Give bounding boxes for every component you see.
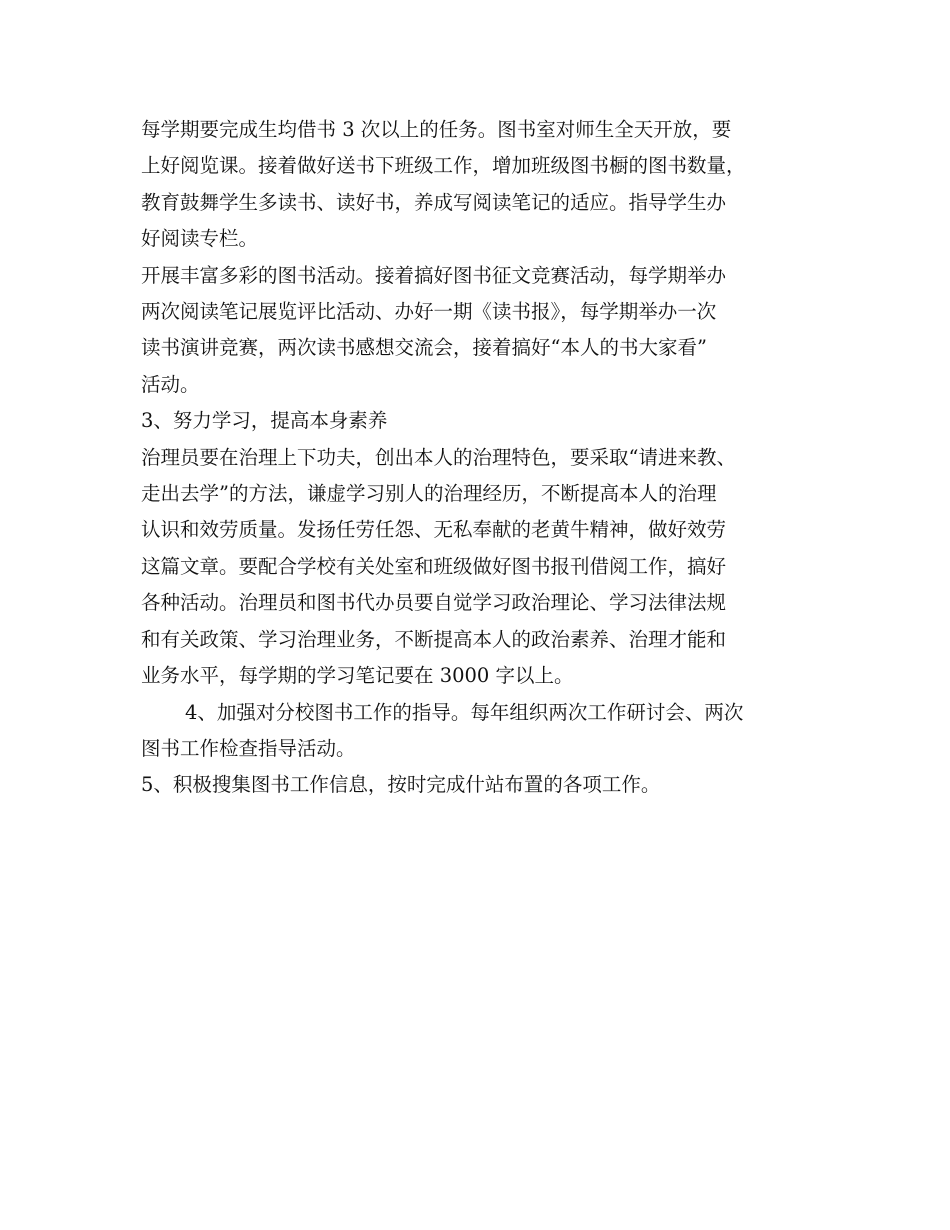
paragraph-library-activities: 开展丰富多彩的图书活动。接着搞好图书征文竞赛活动，每学期举办 两次阅读笔记展览评比活动、办好一期《读书报》，每学期举办一次 读书演讲竞赛，两次读书感想交流会，接着搞好“本人的书大家看” 活动。: [141, 263, 727, 396]
paragraph-lending-tasks: 每学期要完成生均借书 3 次以上的任务。图书室对师生全天开放，要 上好阅览课。接着做好送书下班级工作，增加班级图书橱的图书数量， 教育鼓舞学生多读书、读好书，养成写阅读笔记的适应。指导学生办 好阅读专栏。: [141, 118, 746, 251]
paragraph-administrator-duties: 治理员要在治理上下功夫，创出本人的治理特色，要采取“请进来教、 走出去学”的方法，谦虚学习别人的治理经历，不断提高本人的治理 认识和效劳质量。发扬任劳任怨、无私奉献的老黄牛精神，做好效劳 这篇文章。要配合学校有关处室和班级做好图书报刊借阅工作，搞好 各种活动。治理员和图书代办员要自觉学习政治理论、学习法律法规 和有关政策、学习治理业务，不断提高本人的政治素养、治理才能和 业务水平，每学期的学习笔记要在 3000 字以上。: [141, 445, 736, 688]
paragraph-information-collection: 5、积极搜集图书工作信息，按时完成什站布置的各项工作。: [141, 773, 661, 797]
section-heading-study: 3、努力学习，提高本身素养: [141, 409, 388, 433]
document-body: [141, 112, 831, 804]
paragraph-branch-guidance: 4、加强对分校图书工作的指导。每年组织两次工作研讨会、两次 图书工作检查指导活动。: [141, 700, 744, 760]
